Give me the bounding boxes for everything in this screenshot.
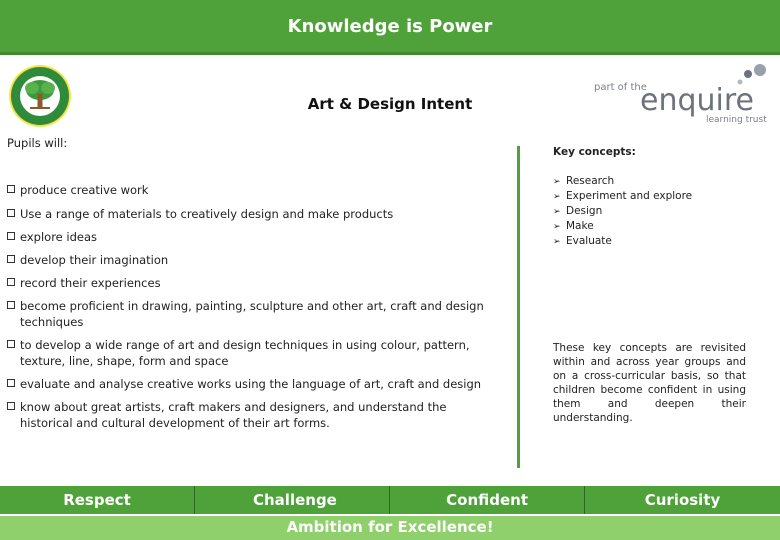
trust-name-text: enquire [640,83,754,118]
arrow-bullet-icon: ➢ [553,237,561,247]
key-concept-text: Evaluate [566,235,612,247]
key-concept-text: Design [566,205,603,217]
value-challenge: Challenge [195,486,390,514]
outcome-text: produce creative work [20,183,149,197]
key-concept-item [553,174,692,189]
outcome-item [7,298,484,330]
outcome-text: know about great artists, craft makers and designers, and understand the [20,400,447,414]
footer-banner [0,516,780,540]
footer-motto: Ambition for Excellence! [286,518,494,536]
key-concept-text: Experiment and explore [566,190,693,202]
outcome-item [7,252,168,268]
vertical-divider [517,146,520,468]
values-bar [0,486,780,514]
key-concepts-note: These key concepts are revisited within and across year groups and on a cross-curricular basis, so that children become confident in using them and deepen their understanding. [553,342,746,424]
outcome-text-continued: historical and cultural development of their art forms. [20,416,330,430]
enquire-trust-logo [592,60,772,124]
key-concept-item [553,234,692,249]
checkbox-bullet-icon [7,209,15,217]
checkbox-bullet-icon [7,301,15,309]
outcome-text-continued: texture, line, shape, form and space [20,354,229,368]
outcome-item [7,337,470,369]
checkbox-bullet-icon [7,402,15,410]
arrow-bullet-icon: ➢ [553,192,561,202]
page-title: Art & Design Intent [307,95,473,113]
value-curiosity: Curiosity [644,491,721,509]
outcome-item [7,229,97,245]
checkbox-bullet-icon [7,255,15,263]
outcome-text-continued: techniques [20,315,84,329]
key-concept-item [553,189,692,204]
outcome-text: record their experiences [20,276,161,290]
top-banner [0,0,780,55]
checkbox-bullet-icon [7,340,15,348]
outcome-text: evaluate and analyse creative works using the language of art, craft and design [20,377,482,391]
key-concepts-list [553,174,692,249]
pupils-will-label: Pupils will: [7,136,68,150]
key-concept-item [553,204,692,219]
value-respect: Respect [0,486,195,514]
arrow-bullet-icon: ➢ [553,207,561,217]
outcome-item [7,275,161,291]
checkbox-bullet-icon [7,185,15,193]
key-concept-text: Make [566,220,594,232]
key-concepts-heading: Key concepts: [553,146,636,158]
trust-prefix-text: part of the [594,82,647,93]
outcome-text: to develop a wide range of art and design techniques in using colour, pattern, [20,338,470,352]
outcome-text: explore ideas [20,230,98,244]
key-concept-item [553,219,692,234]
outcome-text: Use a range of materials to creatively design and make products [20,207,394,221]
outcome-item [7,376,481,392]
checkbox-bullet-icon [7,379,15,387]
outcome-item [7,182,148,198]
arrow-bullet-icon: ➢ [553,177,561,187]
checkbox-bullet-icon [7,278,15,286]
trust-suffix-text: learning trust [706,115,767,124]
value-confident: Confident [390,486,585,514]
outcome-item [7,206,393,222]
outcome-text: become proficient in drawing, painting, sculpture and other art, craft and design [20,299,484,313]
key-concept-text: Research [566,175,615,187]
checkbox-bullet-icon [7,232,15,240]
outcome-text: develop their imagination [20,253,169,267]
outcome-item [7,399,446,431]
arrow-bullet-icon: ➢ [553,222,561,232]
banner-title: Knowledge is Power [287,15,493,37]
